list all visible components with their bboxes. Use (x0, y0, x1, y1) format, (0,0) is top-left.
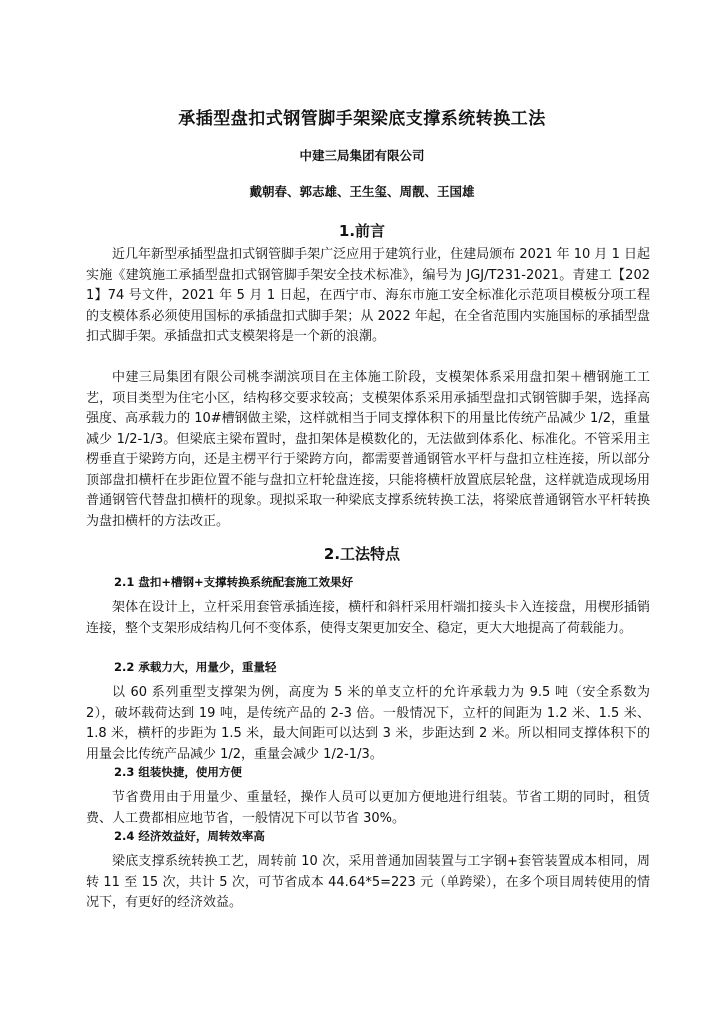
subsection-heading-2-3: 2.3 组装快捷，使用方便 (114, 765, 242, 779)
paragraph-2-2: 以 60 系列重型支撑架为例，高度为 5 米的单支立杆的允许承载力为 9.5 吨（安全系数为 2），破坏载荷达到 19 吨，是传统产品的 2-3 倍。一般情况下，立杆的间距为 1.2 米、1.5 米、1.8 米，横杆的步距为 1.5 米，最大间距可以达到 3 米，步距达到 2 米。所以相同支撑体积下的用量会比传统产品减少 1/2，重量会减少 1/2-1/3。 (86, 685, 650, 762)
document-title: 承插型盘扣式钢管脚手架梁底支撑系统转换工法 (178, 109, 546, 129)
paragraph-intro-1: 近几年新型承插型盘扣式钢管脚手架广泛应用于建筑行业，住建局颁布 2021 年 10 月 1 日起实施《建筑施工承插型盘扣式钢管脚手架安全技术标准》，编号为 JGJ/T231-2021。青建工【2021】74 号文件，2021 年 5 月 1 日起，在西宁市、海东市施工安全标准化示范项目模板分项工程的支模体系必须使用国标的承插盘扣式脚手架；从 2022 年起，在全省范围内实施国标的承插型盘扣式脚手架。承插盘扣式支模架将是一个新的浪潮。 (86, 247, 650, 344)
subsection-heading-2-4: 2.4 经济效益好，周转效率高 (114, 829, 265, 843)
organization: 中建三局集团有限公司 (299, 148, 425, 163)
subsection-heading-2-1: 2.1 盘扣+槽钢+支撑转换系统配套施工效果好 (114, 575, 354, 589)
subsection-heading-2-2: 2.2 承载力大，用量少，重量轻 (114, 660, 277, 674)
paragraph-2-3: 节省费用由于用量少、重量轻，操作人员可以更加方便地进行组装。节省工期的同时，租赁费、人工费都相应地节省，一般情况下可以节省 30%。 (86, 790, 650, 826)
paragraph-intro-2: 中建三局集团有限公司桃李湖滨项目在主体施工阶段，支模架体系采用盘扣架＋槽钢施工工艺，项目类型为住宅小区，结构移交要求较高；支模架体系采用承插型盘扣式钢管脚手架，选择高强度、高承载力的 10#槽钢做主梁，这样就相当于同支撑体积下的用量比传统产品减少 1/2，重量减少 1/2-1/3。但梁底主梁布置时，盘扣架体是模数化的，无法做到体系化、标准化。不管采用主楞垂直于梁跨方向，还是主楞平行于梁跨方向，都需要普通钢管水平杆与盘扣立柱连接，所以部分顶部盘扣横杆在步距位置不能与盘扣立杆轮盘连接，只能将横杆放置底层轮盘，这样就造成现场用普通钢管代替盘扣横杆的现象。现拟采取一种梁底支撑系统转换工法，将梁底普通钢管水平杆转换为盘扣横杆的方法改正。 (86, 370, 650, 529)
paragraph-2-4: 梁底支撑系统转换工艺，周转前 10 次，采用普通加固装置与工字钢+套管装置成本相同，周转 11 至 15 次，共计 5 次，可节省成本 44.64*5=223 元（单跨梁），在多个项目周转使用的情况下，有更好的经济效益。 (86, 854, 650, 910)
authors: 戴朝春、郭志雄、王生玺、周靓、王国雄 (249, 184, 475, 199)
section-heading-1: 1.前言 (338, 222, 386, 240)
section-heading-2: 2.工法特点 (323, 545, 401, 563)
paragraph-2-1: 架体在设计上，立杆采用套管承插连接，横杆和斜杆采用杆端扣接头卡入连接盘，用楔形插销连接，整个支架形成结构几何不变体系，使得支架更加安全、稳定，更大大地提高了荷载能力。 (86, 600, 650, 636)
